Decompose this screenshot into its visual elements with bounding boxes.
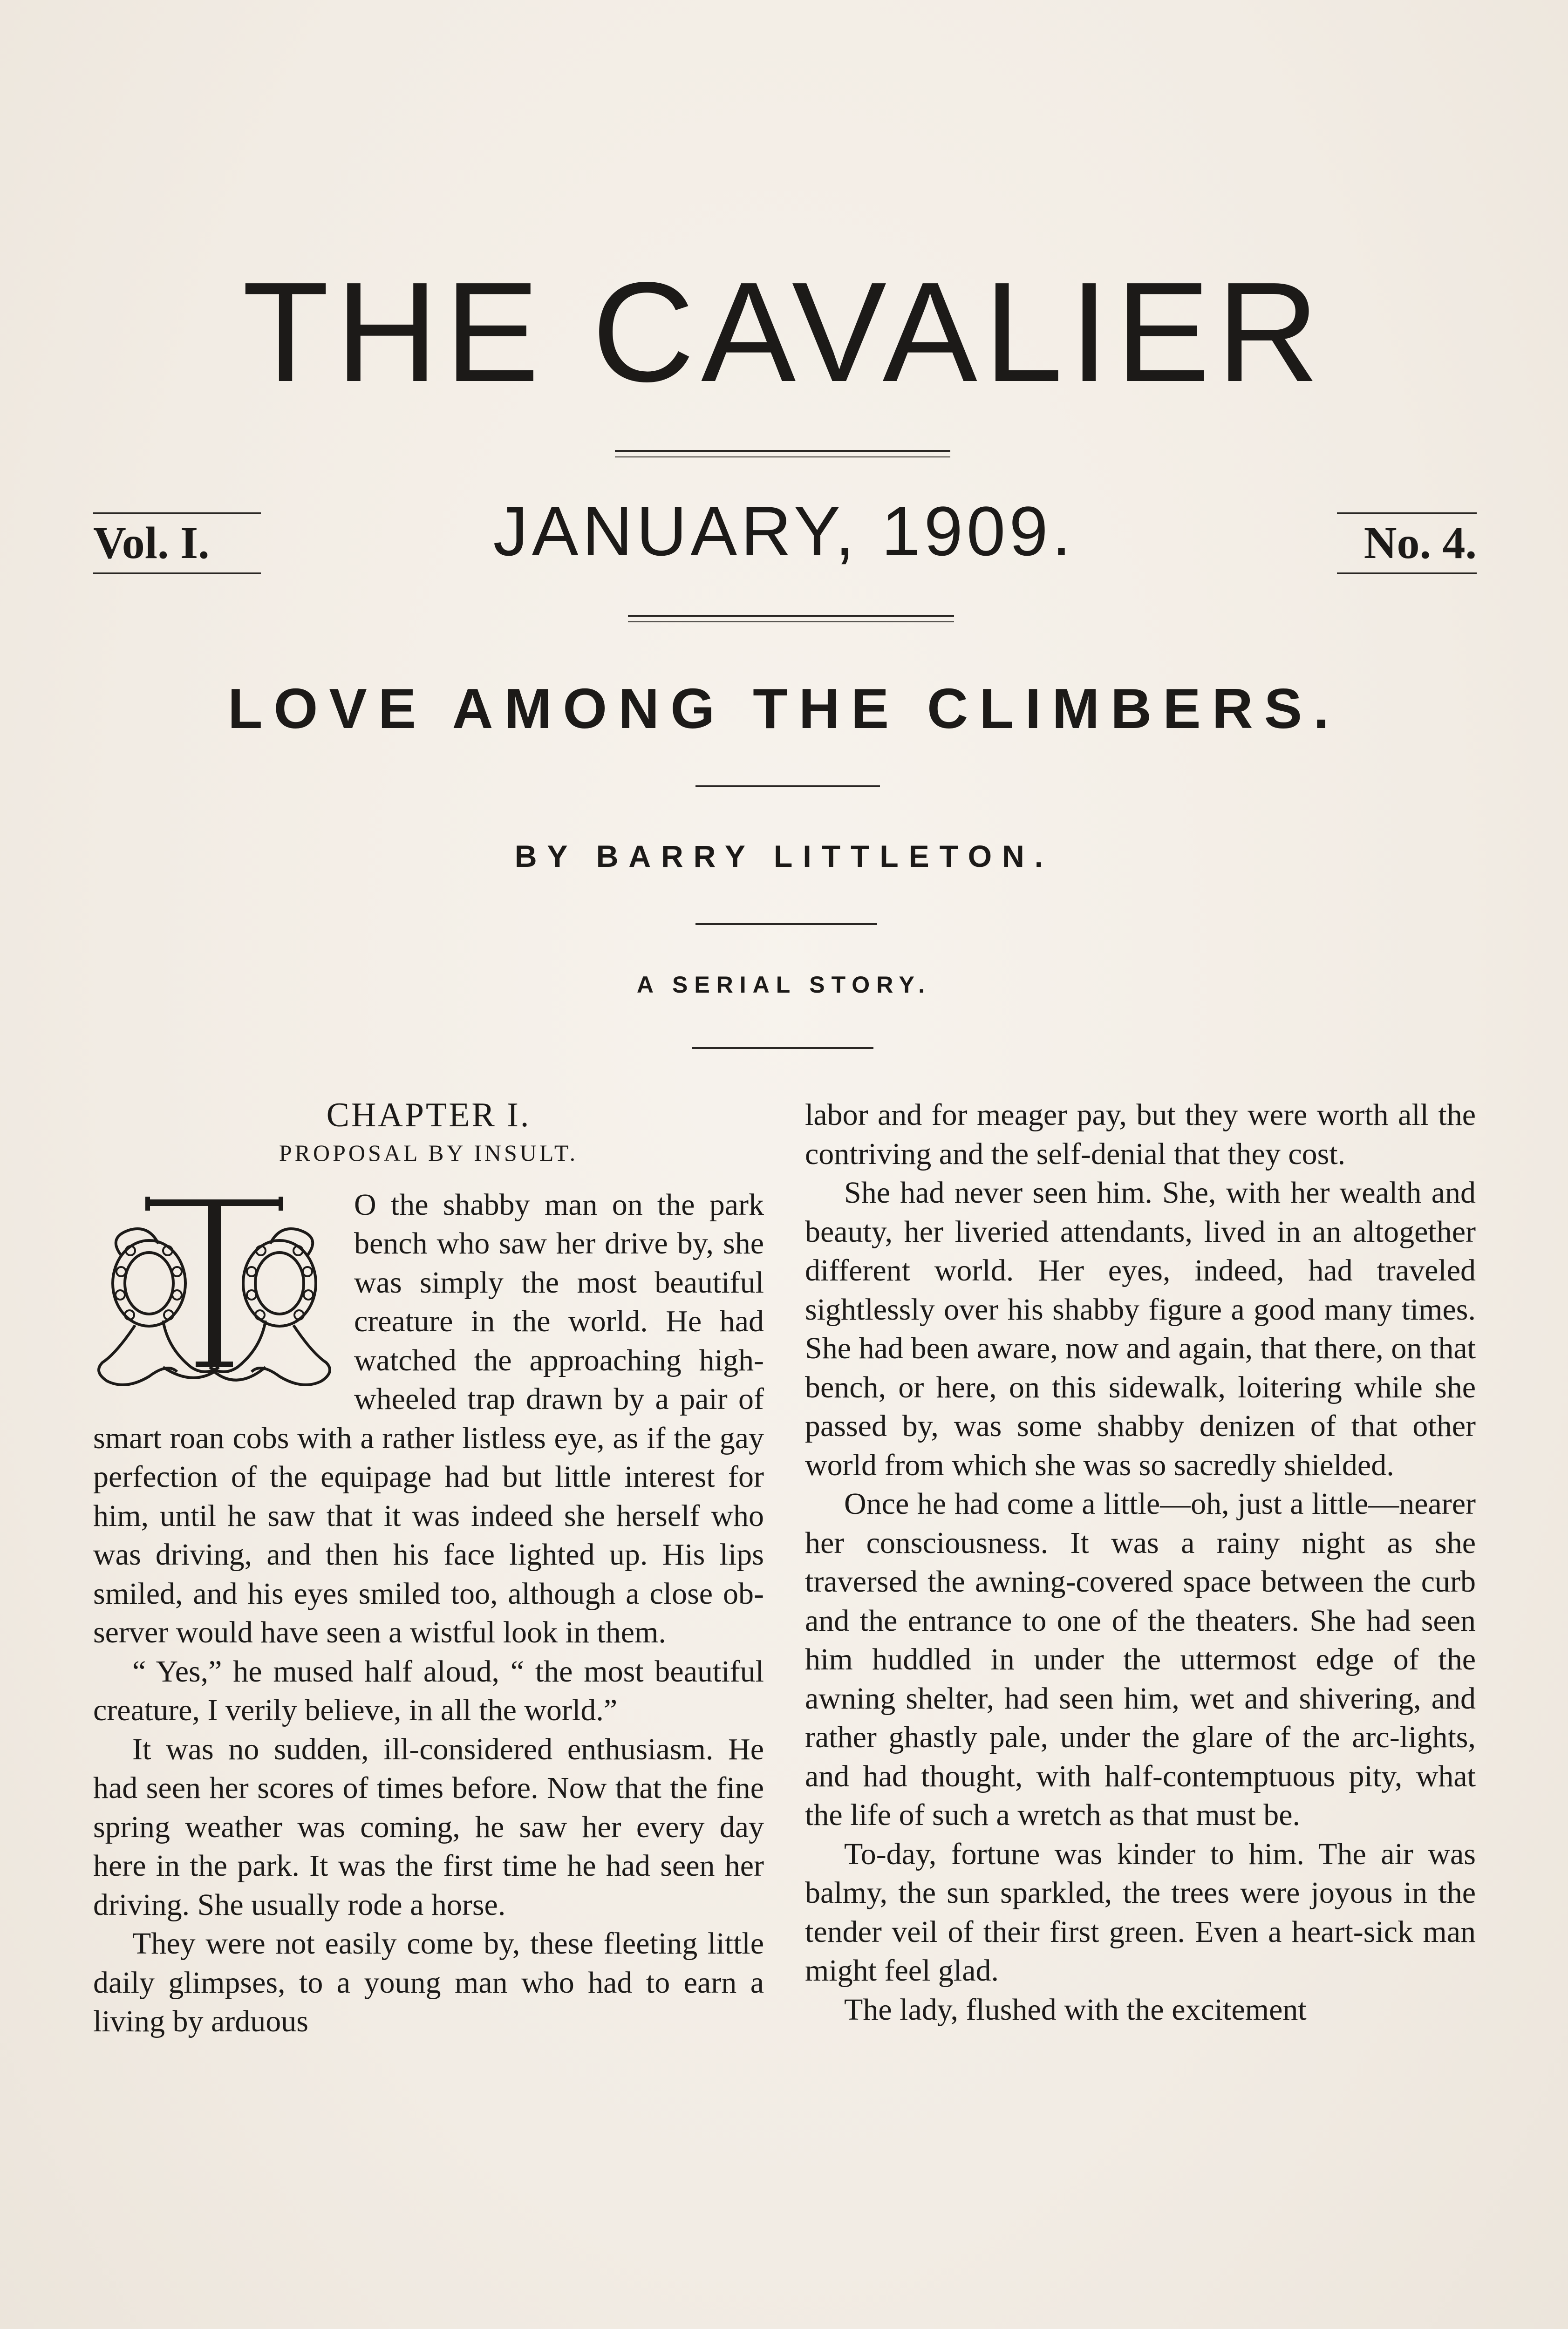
volume-label: Vol. I. [93,512,261,574]
paragraph: She had never seen him. She, with her wealth and beauty, her liveried attendants, lived in an altogether different world. Her eyes, indeed, had traveled sightlessly over his shabby figure a good many times. She had been aware, now and again, that there, on that bench, or here, on this sidewalk, loitering while she passed by, was some shabby denizen of that other world from which she was so sacredly shielded. [805,1176,1476,1482]
paragraph: O the shabby man on the park bench who saw her drive by, she was simply the most beautiful creature in the world. He had watched the approaching high-wheeled trap drawn by a pair of smart roan cobs with a rather listless eye, as if the gay perfection of the equipage had but little interest for him, until he saw that it was indeed she herself who was driving, and then his face lighted up. His lips smiled, and his eyes smiled too, although a close observer would have seen a wistful look in them. [93,1187,764,1650]
subtitle-rule [692,1047,873,1049]
paragraph: Once he had come a little—oh, just a little—nearer her consciousness. It was a rainy night as she traversed the awning-covered space between the curb and the entrance to one of the theaters. She had seen him huddled in under the uttermost edge of the awning shelter, had seen him, wet and shivering, and rather ghastly pale, under the glare of the arc-lights, and had thought, with half-contemptuous pity, what the life of such a wretch as that must be. [805,1487,1476,1832]
paragraph: It was no sudden, ill-considered enthusiasm. He had seen her scores of times before. Now that the fine spring weather was coming, he saw her every day here in the park. It was the first time he had seen her driving. She usually rode a horse. [93,1732,764,1922]
magazine-title: THE CAVALIER [242,252,1326,411]
issue-date: JANUARY, 1909. [493,492,1075,570]
story-title: LOVE AMONG THE CLIMBERS. [228,677,1340,740]
paragraph: labor and for meager pay, but they were worth all the contriving and the self-denial that they cost. [805,1098,1476,1171]
chapter-heading: CHAPTER I. [326,1096,531,1134]
chapter-title: PROPOSAL BY INSULT. [279,1139,579,1166]
story-subtitle: A SERIAL STORY. [636,972,932,998]
ornamental-dropcap-icon [93,1190,335,1395]
title-rule [695,785,880,787]
date-rule [628,615,954,622]
byline-rule [695,923,877,925]
paragraph: They were not easily come by, these fleeting little daily glimpses, to a young man who had to earn a living by arduous [93,1927,764,2039]
story-byline: BY BARRY LITTLETON. [514,839,1054,873]
text-column-left [93,1095,764,2041]
issue-number: No. 4. [1337,512,1477,574]
masthead-rule [615,450,950,457]
text-column-right [805,1096,1476,2029]
paragraph: To-day, fortune was kinder to him. The air was balmy, the sun sparkled, the trees were joyous in the tender veil of their first green. Even a heart-sick man might feel glad. [805,1837,1476,1988]
paragraph: “ Yes,” he mused half aloud, “ the most beautiful creature, I verily believe, in all the world.” [93,1654,764,1728]
paragraph: The lady, flushed with the excitement [844,1992,1307,2027]
